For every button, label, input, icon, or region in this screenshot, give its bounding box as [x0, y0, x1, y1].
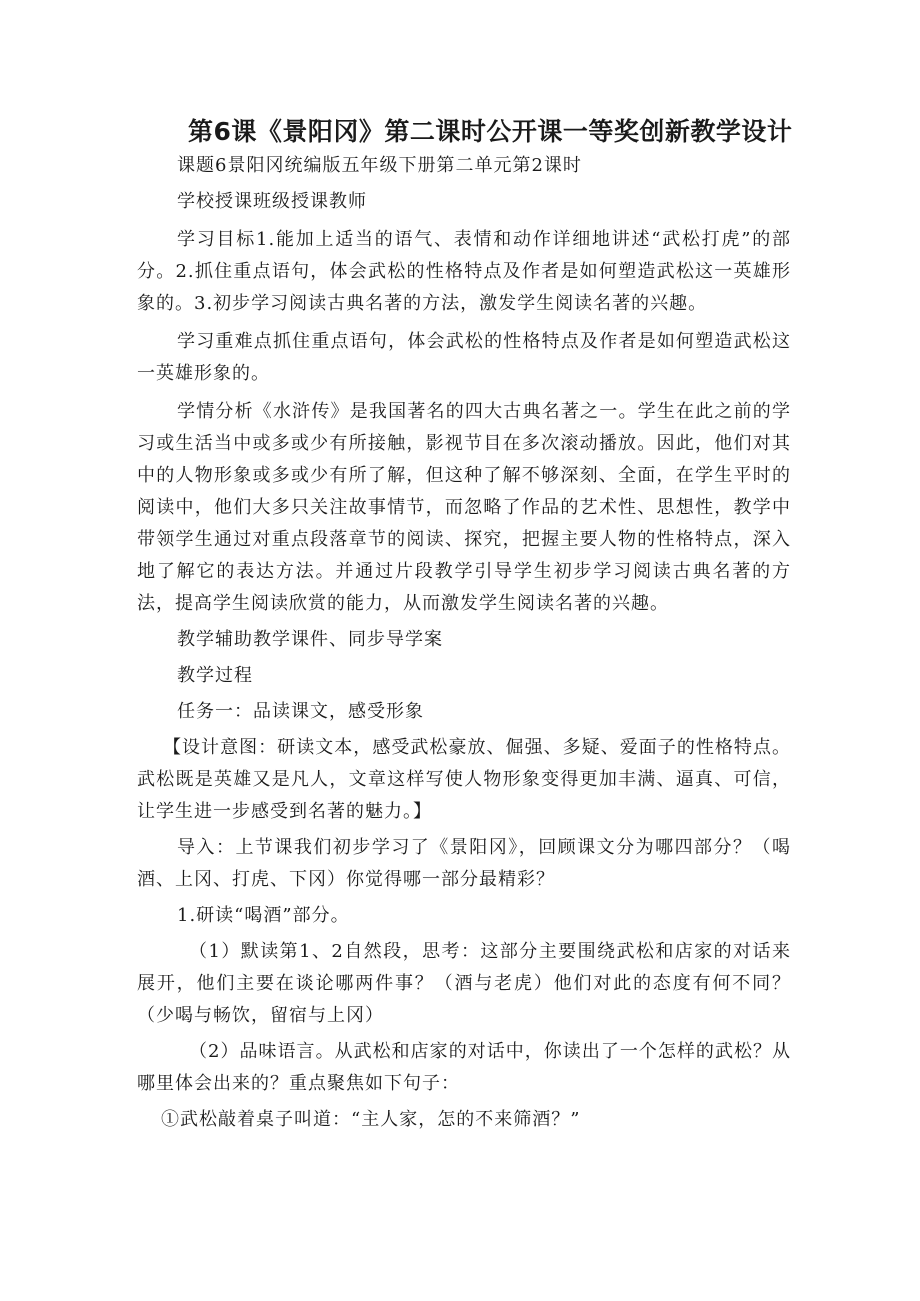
paragraph-quote-one: ①武松敲着桌子叫道：“主人家，怎的不来筛酒？” [161, 1109, 581, 1130]
paragraph-design-intent: 【设计意图：研读文本，感受武松豪放、倔强、多疑、爱面子的性格特点。武松既是英雄又是凡人，文章这样写使人物形象变得更加丰满、逼真、可信，让学生进一步感受到名著的魅力。】 [137, 737, 791, 822]
paragraph-sub-one: （1）默读第1、2自然段，思考：这部分主要围绕武松和店家的对话来展开，他们主要在谈论哪两件事？（酒与老虎）他们对此的态度有何不同？（少喝与畅饮，留宿与上冈） [137, 941, 791, 1026]
paragraph-introduction: 导入：上节课我们初步学习了《景阳冈》，回顾课文分为哪四部分？（喝酒、上冈、打虎、下冈）你觉得哪一部分最精彩？ [137, 837, 791, 890]
paragraph-school-info: 学校授课班级授课教师 [177, 191, 367, 212]
document-body [137, 150, 791, 1136]
paragraph-learning-goals: 学习目标1.能加上适当的语气、表情和动作详细地讲述“武松打虎”的部分。2.抓住重点语句，体会武松的性格特点及作者是如何塑造武松这一英雄形象的。3.初步学习阅读古典名著的方法，激发学生阅读名著的兴趣。 [137, 229, 791, 314]
paragraph-learner-analysis: 学情分析《水浒传》是我国著名的四大古典名著之一。学生在此之前的学习或生活当中或多或少有所接触，影视节目在多次滚动播放。因此，他们对其中的人物形象或多或少有所了解，但这种了解不够深刻、全面，在学生平时的阅读中，他们大多只关注故事情节，而忽略了作品的艺术性、思想性，教学中带领学生通过对重点段落章节的阅读、探究，把握主要人物的性格特点，深入地了解它的表达方法。并通过片段教学引导学生初步学习阅读古典名著的方法，提高学生阅读欣赏的能力，从而激发学生阅读名著的兴趣。 [137, 401, 791, 614]
page-title: 第6课《景阳冈》第二课时公开课一等奖创新教学设计 [188, 117, 793, 146]
paragraph-topic: 课题6景阳冈统编版五年级下册第二单元第2课时 [177, 155, 582, 176]
paragraph-teaching-aids: 教学辅助教学课件、同步导学案 [177, 629, 443, 650]
paragraph-key-points: 学习重难点抓住重点语句，体会武松的性格特点及作者是如何塑造武松这一英雄形象的。 [137, 331, 791, 384]
paragraph-step-one: 1.研读“喝酒”部分。 [177, 905, 350, 926]
paragraph-sub-two: （2）品味语言。从武松和店家的对话中，你读出了一个怎样的武松？从哪里体会出来的？重点聚焦如下句子： [137, 1041, 791, 1094]
paragraph-task-one: 任务一：品读课文，感受形象 [177, 701, 424, 722]
paragraph-teaching-process: 教学过程 [177, 665, 253, 686]
